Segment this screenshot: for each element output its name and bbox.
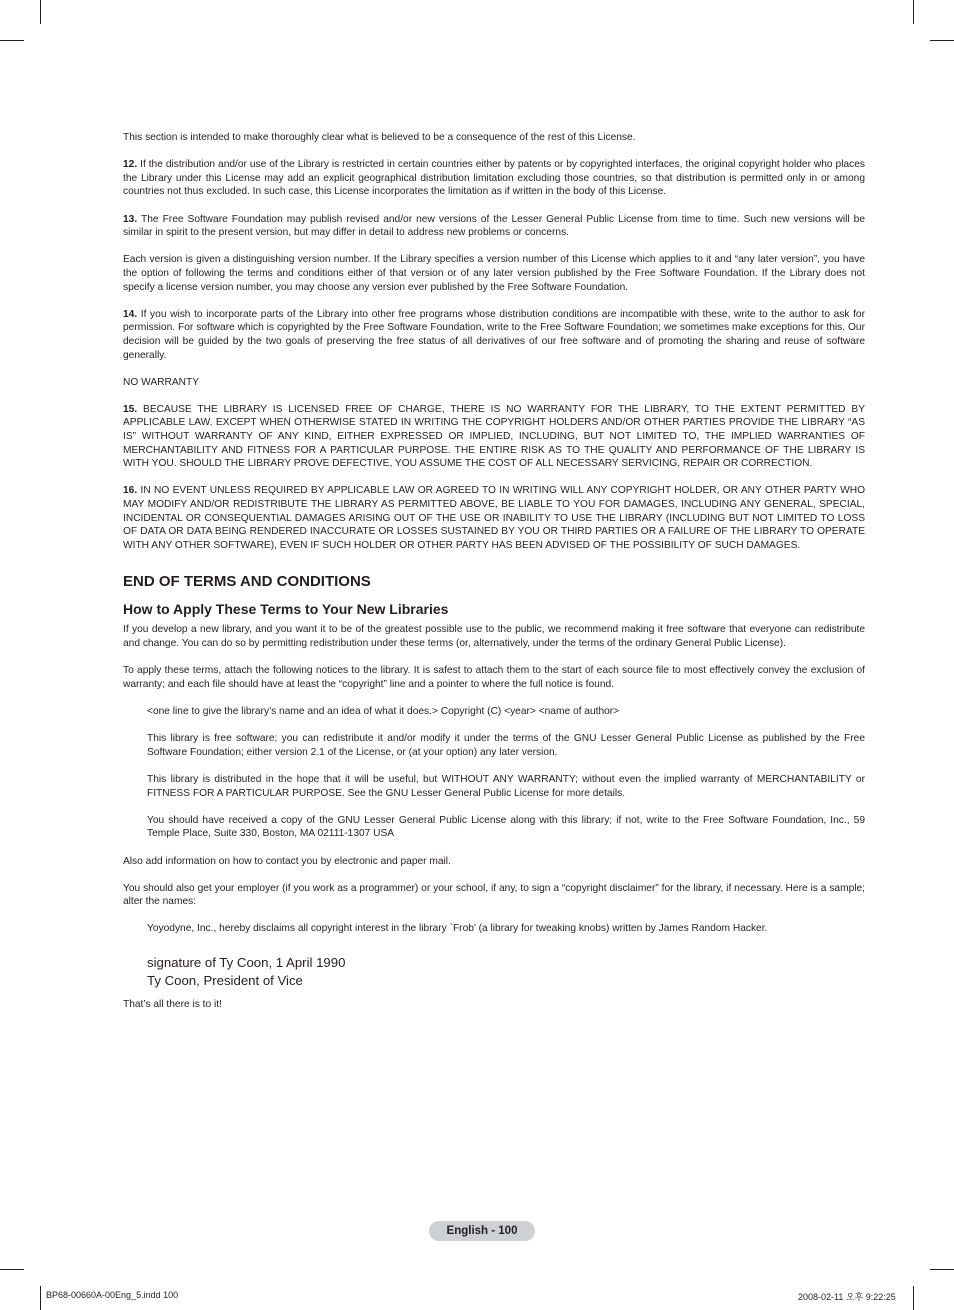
section-number: 12. xyxy=(123,159,138,171)
section-number: 16. xyxy=(123,485,138,497)
section-15 xyxy=(123,403,865,471)
section-14 xyxy=(123,308,865,362)
section-12 xyxy=(123,158,865,199)
crop-mark xyxy=(0,40,24,41)
apply-paragraph: To apply these terms, attach the following notices to the library. It is safest to attach them to the start of each source file to most effectively convey the exclusion of warranty; and each file should have at least the “copyright” line and a pointer to where the full notice is found. xyxy=(123,665,865,690)
apply-paragraph: If you develop a new library, and you want it to be of the greatest possible use to the public, we recommend making it free software that everyone can redistribute and change. You can do so by permitting redistribution under these terms (or, alternatively, under the terms of the ordinary General Public License). xyxy=(123,624,865,649)
section-number: 14. xyxy=(123,308,138,320)
intro-paragraph: This section is intended to make thoroughly clear what is believed to be a consequence of the rest of this License. xyxy=(123,132,636,143)
crop-mark xyxy=(0,1269,24,1270)
print-timestamp: 2008-02-11 오후 9:22:25 xyxy=(798,1292,896,1302)
notice-line: You should have received a copy of the GNU Lesser General Public License along with this library; if not, write to the Free Software Foundation, Inc., 59 Temple Place, Suite 330, Boston, MA 02111-1307 USA xyxy=(147,814,865,840)
file-slug: BP68-00660A-00Eng_5.indd 100 xyxy=(46,1290,179,1300)
crop-mark xyxy=(913,1286,914,1310)
section-text: BECAUSE THE LIBRARY IS LICENSED FREE OF CHARGE, THERE IS NO WARRANTY FOR THE LIBRARY, TO THE EXTENT PERMITTED BY APPLICABLE LAW. EXCEPT WHEN OTHERWISE STATED IN WRITING THE COPYRIGHT HOLDERS AND/OR OTHER PARTIES PROVIDE THE LIBRARY “AS IS” WITHOUT WARRANTY OF ANY KIND, EITHER EXPRESSED OR IMPLIED, INCLUDING, BUT NOT LIMITED TO, THE IMPLIED WARRANTIES OF MERCHANTABILITY AND FITNESS FOR A PARTICULAR PURPOSE. THE ENTIRE RISK AS TO THE QUALITY AND PERFORMANCE OF THE LIBRARY IS WITH YOU. SHOULD THE LIBRARY PROVE DEFECTIVE, YOU ASSUME THE COST OF ALL NECESSARY SERVICING, REPAIR OR CORRECTION. xyxy=(123,403,865,470)
no-warranty-label: NO WARRANTY xyxy=(123,376,200,388)
section-number: 13. xyxy=(123,213,138,225)
section-text: IN NO EVENT UNLESS REQUIRED BY APPLICABLE LAW OR AGREED TO IN WRITING WILL ANY COPYRIGHT HOLDER, OR ANY OTHER PARTY WHO MAY MODIFY AND/OR REDISTRIBUTE THE LIBRARY AS PERMITTED ABOVE, BE LIABLE TO YOU FOR DAMAGES, INCLUDING ANY GENERAL, SPECIAL, INCIDENTAL OR CONSEQUENTIAL DAMAGES ARISING OUT OF THE USE OR INABILITY TO USE THE LIBRARY (INCLUDING BUT NOT LIMITED TO LOSS OF DATA OR DATA BEING RENDERED INACCURATE OR LOSSES SUSTAINED BY YOU OR THIRD PARTIES OR A FAILURE OF THE LIBRARY TO OPERATE WITH ANY OTHER SOFTWARE), EVEN IF SUCH HOLDER OR OTHER PARTY HAS BEEN ADVISED OF THE POSSIBILITY OF SUCH DAMAGES. xyxy=(123,485,865,551)
signature-title: Ty Coon, President of Vice xyxy=(147,972,303,988)
section-text: If the distribution and/or use of the Library is restricted in certain countries either by patents or by copyrighted interfaces, the original copyright holder who places the Library under this License may add an explicit geographical distribution limitation excluding those countries, so that distribution is permitted only in or among countries not thus excluded. In such case, this License incorporates the limitation as if written in the body of this License. xyxy=(123,159,865,198)
crop-mark xyxy=(40,0,41,24)
page-body xyxy=(123,131,865,1012)
apply-paragraph: Also add information on how to contact you by electronic and paper mail. xyxy=(123,855,451,867)
section-text: If you wish to incorporate parts of the Library into other free programs whose distribution conditions are incompatible with these, write to the author to ask for permission. For software which is copyrighted by the Free Software Foundation, write to the Free Software Foundation; we sometimes make exceptions for this. Our decision will be guided by the two goals of preserving the free status of all derivatives of our free software and of promoting the sharing and reuse of software generally. xyxy=(123,308,865,361)
closing-line: That’s all there is to it! xyxy=(123,999,222,1011)
apply-paragraph: You should also get your employer (if you work as a programmer) or your school, if any, to sign a “copyright disclaimer” for the library, if necessary. Here is a sample; alter the names: xyxy=(123,882,865,908)
disclaimer-sample: Yoyodyne, Inc., hereby disclaims all copyright interest in the library `Frob’ (a library for tweaking knobs) written by James Random Hacker. xyxy=(147,923,768,935)
end-of-terms-heading: END OF TERMS AND CONDITIONS xyxy=(123,573,371,591)
notice-line: This library is free software; you can redistribute it and/or modify it under the terms of the GNU Lesser General Public License as published by the Free Software Foundation; either version 2.1 of the License, or (at your option) any later version. xyxy=(147,733,865,758)
section-13 xyxy=(123,213,865,240)
signature-line: signature of Ty Coon, 1 April 1990 xyxy=(147,955,346,971)
notice-line: <one line to give the library’s name and an idea of what it does.> Copyright (C) <year> <name of author> xyxy=(147,705,620,717)
crop-mark xyxy=(40,1286,41,1310)
crop-mark xyxy=(930,40,954,41)
crop-mark xyxy=(930,1269,954,1270)
section-13-versions: Each version is given a distinguishing version number. If the Library specifies a version number of this License which applies to it and “any later version”, you have the option of following the terms and conditions either of that version or of any later version published by the Free Software Foundation. If the Library does not specify a license version number, you may choose any version ever published by the Free Software Foundation. xyxy=(123,254,865,293)
page-number-badge: English - 100 xyxy=(429,1221,535,1241)
how-to-apply-heading: How to Apply These Terms to Your New Libraries xyxy=(123,601,449,618)
section-16 xyxy=(123,484,865,552)
signature-block xyxy=(123,954,865,989)
section-text: The Free Software Foundation may publish revised and/or new versions of the Lesser General Public License from time to time. Such new versions will be similar in spirit to the present version, but may differ in detail to address new problems or concerns. xyxy=(123,213,865,239)
notice-line: This library is distributed in the hope that it will be useful, but WITHOUT ANY WARRANTY; without even the implied warranty of MERCHANTABILITY or FITNESS FOR A PARTICULAR PURPOSE. See the GNU Lesser General Public License for more details. xyxy=(147,773,865,799)
section-number: 15. xyxy=(123,403,138,415)
crop-mark xyxy=(913,0,914,24)
